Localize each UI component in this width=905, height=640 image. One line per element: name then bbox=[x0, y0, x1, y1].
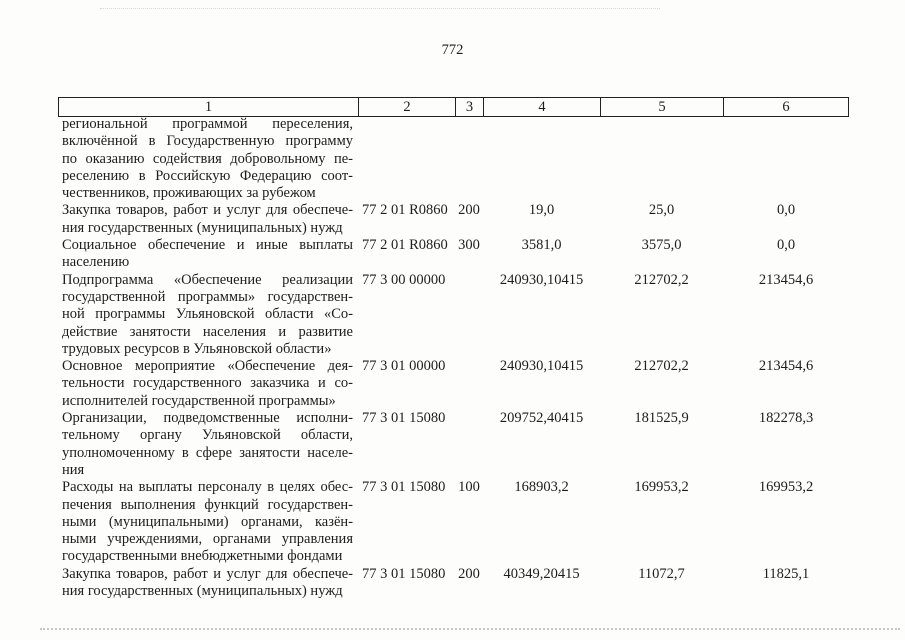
header-col-4: 4 bbox=[484, 98, 601, 116]
expense-type: 200 bbox=[458, 565, 480, 582]
amount-col-4: 3581,0 bbox=[521, 237, 562, 254]
description-line: Основное мероприятие «Обеспечение дея- bbox=[62, 358, 353, 375]
row-description bbox=[58, 479, 358, 565]
description-line: региональной программой переселения, bbox=[62, 116, 353, 132]
table-row bbox=[58, 566, 849, 601]
target-code: 77 2 01 R0860 bbox=[362, 237, 448, 254]
description-line: чественников, проживающих за рубежом bbox=[62, 185, 316, 202]
amount-col-5: 25,0 bbox=[648, 202, 675, 219]
table-row bbox=[58, 410, 849, 479]
amount-col-5: 11072,7 bbox=[638, 565, 685, 582]
amount-col-4: 240930,10415 bbox=[499, 271, 584, 288]
description-line: печения выполнения функций государствен- bbox=[62, 496, 353, 513]
description-line: тельному органу Ульяновской области, bbox=[62, 427, 353, 444]
expense-type: 100 bbox=[458, 479, 480, 496]
amount-col-5: 169953,2 bbox=[634, 479, 689, 496]
amount-col-4: 40349,20415 bbox=[503, 565, 580, 582]
header-col-1: 1 bbox=[59, 98, 359, 116]
amount-col-6: 11825,1 bbox=[762, 565, 810, 582]
expense-type: 300 bbox=[458, 237, 480, 254]
table-row bbox=[58, 358, 849, 410]
header-col-2: 2 bbox=[359, 98, 456, 116]
description-line: реселению в Российскую Федерацию соот- bbox=[62, 167, 353, 184]
row-description bbox=[58, 358, 358, 410]
description-line: Организации, подведомственные исполни- bbox=[62, 410, 353, 427]
header-col-5: 5 bbox=[601, 98, 724, 116]
description-line: трудовых ресурсов в Ульяновской области» bbox=[62, 340, 332, 357]
table-header bbox=[58, 97, 849, 117]
target-code: 77 3 01 15080 bbox=[362, 410, 446, 427]
scan-noise-bottom bbox=[40, 628, 900, 630]
amount-col-5: 181525,9 bbox=[634, 410, 689, 427]
table-row bbox=[58, 272, 849, 358]
amount-col-4: 209752,40415 bbox=[499, 410, 584, 427]
description-line: Закупка товаров, работ и услуг для обеспече- bbox=[62, 565, 353, 582]
amount-col-6: 213454,6 bbox=[758, 271, 814, 288]
amount-col-6: 169953,2 bbox=[758, 479, 814, 496]
description-line: действие занятости населения и развитие bbox=[62, 323, 353, 340]
row-description bbox=[58, 566, 358, 601]
amount-col-5: 212702,2 bbox=[634, 358, 689, 375]
amount-col-6: 0,0 bbox=[776, 202, 796, 219]
description-line: уполномоченному в сфере занятости населе- bbox=[62, 444, 353, 461]
description-line: ными (муниципальными) органами, казён- bbox=[62, 513, 353, 530]
header-col-6: 6 bbox=[782, 99, 790, 115]
table-row bbox=[58, 116, 849, 202]
amount-col-6: 213454,6 bbox=[758, 358, 814, 375]
amount-col-5: 212702,2 bbox=[634, 271, 689, 288]
description-line: Закупка товаров, работ и услуг для обеспече- bbox=[62, 202, 353, 219]
table-row bbox=[58, 237, 849, 272]
description-line: ной программы Ульяновской области «Со- bbox=[62, 306, 353, 323]
expense-type: 200 bbox=[458, 202, 480, 219]
amount-col-6: 0,0 bbox=[776, 237, 796, 254]
description-line: по оказанию содействия добровольному пе- bbox=[62, 150, 353, 167]
row-description bbox=[58, 237, 358, 272]
row-description bbox=[58, 116, 358, 202]
description-line: тельности государственного заказчика и со- bbox=[62, 375, 353, 392]
description-line: Социальное обеспечение и иные выплаты bbox=[62, 237, 353, 254]
scan-noise-top bbox=[100, 8, 660, 9]
row-description bbox=[58, 202, 358, 237]
description-line: государственными внебюджетными фондами bbox=[62, 548, 343, 565]
description-line: включённой в Государственную программу bbox=[62, 133, 353, 150]
table-row bbox=[58, 479, 849, 565]
amount-col-6: 182278,3 bbox=[758, 410, 814, 427]
amount-col-4: 168903,2 bbox=[514, 479, 569, 496]
amount-col-5: 3575,0 bbox=[641, 237, 682, 254]
description-line: государственной программы» государствен- bbox=[62, 288, 353, 305]
description-line: ния bbox=[62, 461, 85, 478]
target-code: 77 3 01 15080 bbox=[362, 479, 446, 496]
description-line: ния государственных (муниципальных) нужд bbox=[62, 583, 343, 600]
row-description bbox=[58, 272, 358, 358]
amount-col-4: 19,0 bbox=[528, 202, 555, 219]
table-row bbox=[58, 202, 849, 237]
description-line: исполнителей государственной программы» bbox=[62, 392, 336, 409]
row-description bbox=[58, 410, 358, 479]
target-code: 77 2 01 R0860 bbox=[362, 202, 448, 219]
amount-col-4: 240930,10415 bbox=[499, 358, 584, 375]
header-col-3: 3 bbox=[456, 98, 484, 116]
description-line: населению bbox=[62, 254, 130, 271]
page-number: 772 bbox=[441, 42, 464, 58]
table-body bbox=[58, 116, 849, 600]
target-code: 77 3 01 15080 bbox=[362, 565, 446, 582]
target-code: 77 3 01 00000 bbox=[362, 358, 446, 375]
description-line: ния государственных (муниципальных) нужд bbox=[62, 219, 343, 236]
target-code: 77 3 00 00000 bbox=[362, 271, 446, 288]
description-line: Расходы на выплаты персоналу в целях обес- bbox=[62, 479, 353, 496]
description-line: Подпрограмма «Обеспечение реализации bbox=[62, 271, 353, 288]
description-line: ными учреждениями, органами управления bbox=[62, 531, 353, 548]
